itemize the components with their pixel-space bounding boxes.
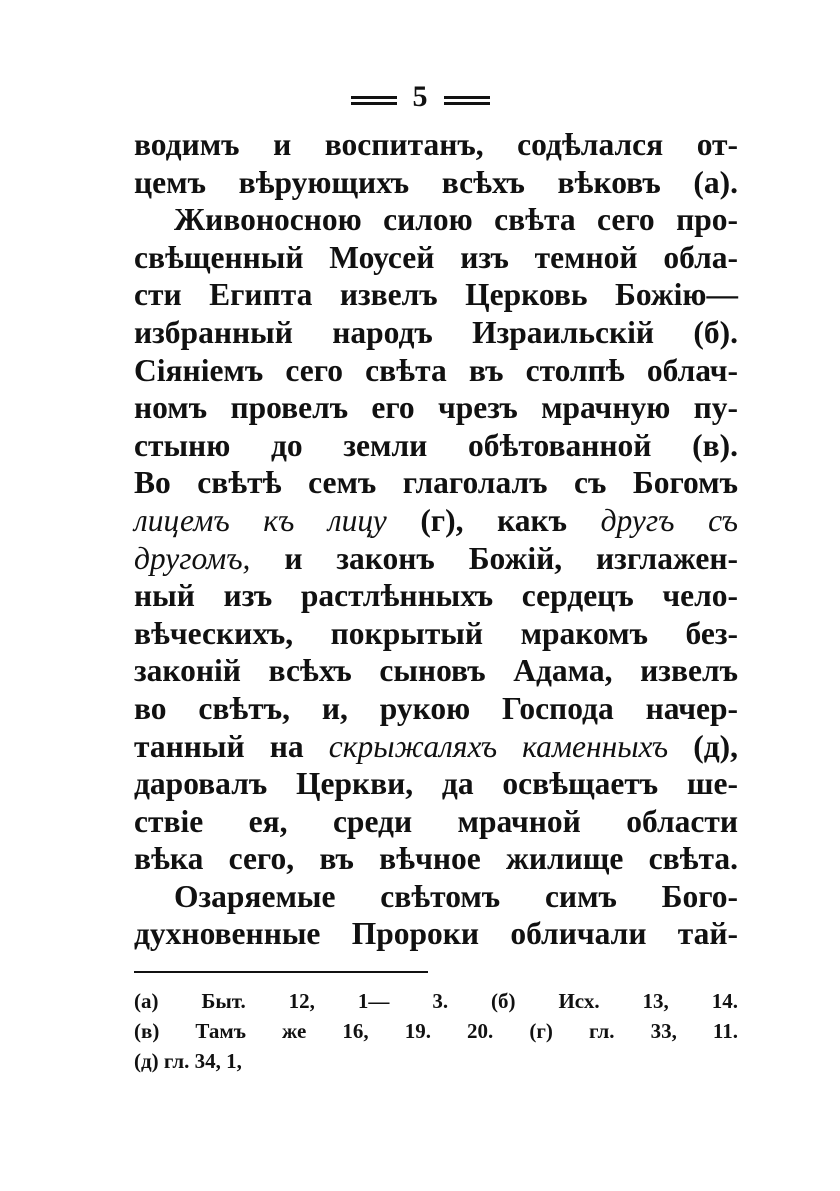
text-segment: и законъ Божій, изглажен- <box>250 540 738 576</box>
text-segment: во свѣтъ, и, рукою Господа начер- <box>134 690 738 726</box>
italic-text-segment: лицемъ къ лицу <box>134 502 387 538</box>
italic-text-segment: другомъ, <box>134 540 251 576</box>
footnote-line: (д) гл. 34, 1, <box>134 1049 242 1073</box>
text-segment: номъ провелъ его чрезъ мрачную пу- <box>134 390 738 426</box>
text-segment: законій всѣхъ сыновъ Адама, извелъ <box>134 653 738 689</box>
text-segment: даровалъ Церкви, да освѣщаетъ ше- <box>134 766 738 802</box>
footnotes <box>134 986 738 1076</box>
text-segment: Сіяніемъ сего свѣта въ столпѣ облач- <box>134 352 738 388</box>
text-line <box>134 690 738 728</box>
text-segment: вѣка сего, въ вѣчное жилище свѣта. <box>134 841 738 877</box>
text-line <box>134 878 738 916</box>
text-segment: вѣческихъ, покрытый мракомъ без- <box>134 615 738 651</box>
text-line <box>134 915 738 953</box>
text-line <box>134 239 738 277</box>
text-line <box>134 652 738 690</box>
text-line <box>134 126 738 164</box>
text-line <box>134 615 738 653</box>
text-segment: цемъ вѣрующихъ всѣхъ вѣковъ (а). <box>134 164 738 200</box>
text-segment: ный изъ растлѣнныхъ сердецъ чело- <box>134 578 738 614</box>
text-segment: сти Египта извелъ Церковь Божію— <box>134 277 738 313</box>
text-segment: водимъ и воспитанъ, содѣлался от- <box>134 127 738 162</box>
text-segment: Во свѣтѣ семъ глаголалъ съ Богомъ <box>134 465 738 501</box>
text-line <box>134 276 738 314</box>
header-rule-left <box>351 96 397 105</box>
text-line <box>134 314 738 352</box>
footnote-rule <box>134 971 428 973</box>
text-segment: танный на <box>134 728 329 764</box>
page-header <box>0 80 840 114</box>
text-segment: свѣщенный Моусей изъ темной обла- <box>134 239 738 275</box>
text-segment: Озаряемые свѣтомъ симъ Бого- <box>174 878 738 914</box>
text-line <box>134 577 738 615</box>
text-line <box>134 389 738 427</box>
text-line <box>134 427 738 465</box>
text-line <box>134 765 738 803</box>
text-segment: избранный народъ Израильскій (б). <box>134 314 738 350</box>
text-line <box>134 803 738 841</box>
italic-text-segment: другъ съ <box>600 502 738 538</box>
header-rule-right <box>444 96 490 105</box>
footnote-line: (а) Быт. 12, 1— 3. (б) Исх. 13, 14. <box>134 989 738 1013</box>
text-line <box>134 201 738 239</box>
body-text <box>134 126 738 953</box>
footnote-line: (в) Тамъ же 16, 19. 20. (г) гл. 33, 11. <box>134 1019 738 1043</box>
text-segment: (г), какъ <box>386 502 601 538</box>
text-segment: ствіе ея, среди мрачной области <box>134 803 738 839</box>
text-segment: духновенные Пророки обличали тай- <box>134 916 738 952</box>
italic-text-segment: скрыжаляхъ каменныхъ <box>328 728 669 764</box>
text-line <box>134 464 738 502</box>
text-segment: Живоносною силою свѣта сего про- <box>174 202 738 238</box>
text-segment: (д), <box>668 728 738 764</box>
text-line <box>134 502 738 540</box>
page-number: 5 <box>412 80 428 113</box>
text-line <box>134 164 738 202</box>
text-line <box>134 728 738 766</box>
text-segment: стыню до земли обѣтованной (в). <box>134 427 738 463</box>
text-line <box>134 540 738 578</box>
text-line <box>134 840 738 878</box>
text-line <box>134 352 738 390</box>
